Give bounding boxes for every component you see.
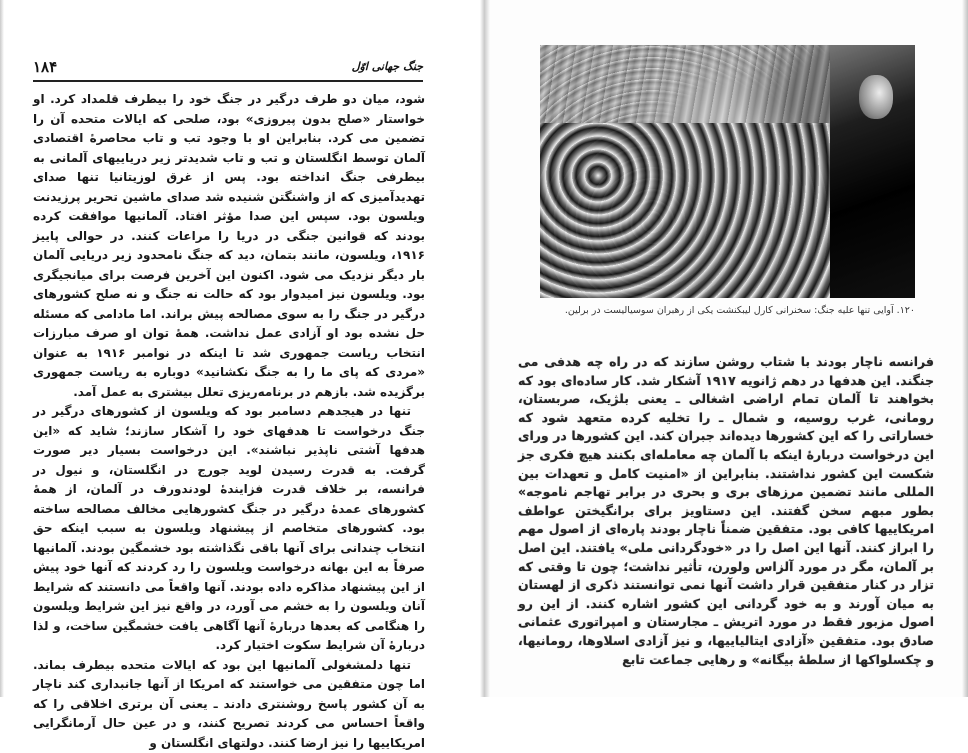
page-header [33, 58, 423, 76]
spine-shadow-right [484, 0, 490, 697]
paragraph: شود، میان دو طرف درگیر در جنگ خود را بیطرف قلمداد کرد. او خواستار «صلح بدون پیروزی» بود، صلحی که ایالات متحده آن را تضمین می کرد. بنابراین او با وجود تب و تاب محاصرهٔ اقتصادی آلمان توسط انگلستان و تب و تاب شدیدتر زیر دریاییهای آلمانی به بیطرفی جنگ انداخته بود. پس از غرق لوزیتانیا تنها صدای تهدیدآمیزی که از واشنگتن شنیده شد صدای ماشین تحریر پرزیدنت ویلسون بود. سپس این صدا مؤثر افتاد. آلمانیها موافقت کرده بودند که قوانین جنگی در دریا را مراعات کنند. در حوالی پاییز ۱۹۱۶، ویلسون، مانند بتمان، دید که جنگ نامحدود زیر دریایی آلمان بار دیگر نزدیک می شود. اکنون این آخرین فرصت برای میانجیگری بود. ویلسون نیز امیدوار بود که حالت نه جنگ و نه صلح کشورهای درگیر در جنگ را به سوی مصالحه پیش براند. اما مادامی که مسئله حل نشده بود او آزادی عمل نداشت. همهٔ توان او صرف مبارزات انتخاب ریاست جمهوری شد تا اینکه در نوامبر ۱۹۱۶ به عنوان «مردی که پای ما را به جنگ نکشانید» دوباره به ریاست جمهوری برگزیده شد. بازهم در برنامه‌ریزی تعلل بیشتری به عمل آمد. [33, 90, 425, 402]
historical-photo [540, 45, 915, 298]
left-page [0, 0, 484, 697]
photo-speaker [830, 45, 915, 298]
photo-caption: ۱۲۰. آوایی تنها علیه جنگ: سخنرانی کارل لیبکنشت یکی از رهبران سوسیالیست در برلین. [540, 305, 915, 316]
photo-crowd [540, 123, 830, 298]
right-body-text: فرانسه ناچار بودند با شتاب روشن سازند که در راه چه هدفی می جنگند. این هدفها در دهم ژانویه ۱۹۱۷ آشکار شد. کار ساده‌ای بود که بخواهند تا آلمان تمام اراضی اشغالی ـ یعنی بلژیک، صربستان، رومانی، غرب روسیه، و شمال ـ را تخلیه کرده متعهد شود که خساراتی را که این کشورها دیده‌اند جبران کند. این کشورها در ورای این درخواست دربارهٔ اینکه با آلمان چه معامله‌ای بکنند هیچ فکری جز شکست این کشور نداشتند. بنابراین از «امنیت کامل و تعهدات بین المللی مانند تضمین مرزهای بری و بحری در برابر تهاجم ناموجه» بطور مبهم سخن گفتند. این دستاویز برای برانگیختن عواطف امریکاییها کافی بود. متفقین ضمناً ناچار بودند پاره‌ای از اصول مهم را ابراز کنند. آنها این اصل را در «خودگردانی ملی» یافتند. این اصل بر آلمان، مگر در مورد آلزاس ولورن، تأثیر نداشت؛ چون تا وقتی که تزار در کنار متفقین قرار داشت آنها نمی توانستند ذکری از لهستان به میان آورند و به خود گردانی این کشور اشاره کنند. از این رو اصول مزبور فقط در مورد اتریش ـ مجارستان و امپراتوری عثمانی صادق بود. متفقین «آزادی ایتالیاییها، و نیز آزادی اسلاوها، رومانیها، و چکسلواکها از سلطهٔ بیگانه» و رهایی جماعت تابع [518, 353, 934, 683]
running-title: جنگ جهانی اوّل [352, 60, 423, 73]
left-page-edge-shadow [0, 0, 4, 697]
right-page-edge-shadow [962, 0, 968, 697]
page-number: ۱۸۴ [33, 58, 57, 76]
photo-speaker-head [859, 75, 893, 119]
paragraph: تنها دلمشغولی آلمانیها این بود که ایالات متحده بیطرف بماند. اما چون متفقین می خواستند که امریکا از آنها جانبداری کند ناچار به آن کشور پاسخ روشنتری دادند ـ یعنی آن برتری اخلاقی را که واقعاً احساس می کردند تصریح کنند، و در عین حال آرمانگرایی امریکاییها را نیز ارضا کنند. دولتهای انگلستان و [33, 656, 425, 753]
left-body-text [33, 90, 425, 650]
right-page [484, 0, 968, 697]
header-rule [33, 80, 423, 82]
paragraph: تنها در هیجدهم دسامبر بود که ویلسون از کشورهای درگیر در جنگ درخواست تا هدفهای خود را آشکار سازند؛ شاید که «این هدفها آشتی ناپذیر نباشند». این درخواست بسیار دیر صورت گرفت. به قدرت رسیدن لوید جورج در انگلستان، و نیول در فرانسه، بر خلاف قدرت فزایندهٔ لودندورف در آلمان، از همهٔ کشورهای عمدهٔ درگیر در جنگ کشورهایی مخالف مصالحه ساخته بود. کشورهای متخاصم از پیشنهاد ویلسون به سبب اینکه حق انتخاب چندانی برای آنها باقی نگذاشته بود خشمگین بودند. آلمانیها صرفاً به این بهانه درخواست ویلسون را رد کردند که آنها خود پیش از این پیشنهاد مذاکره داده بودند. آنها واقعاً می دانستند که شرایط آنان ویلسون را به خشم می آورد، در واقع نیز این شرایط ویلسون را هنگامی که بعدها دربارهٔ آنها آگاهی یافت خشمگین ساخت، و لذا دربارهٔ آن شرایط سکوت اختیار کرد. [33, 402, 425, 656]
